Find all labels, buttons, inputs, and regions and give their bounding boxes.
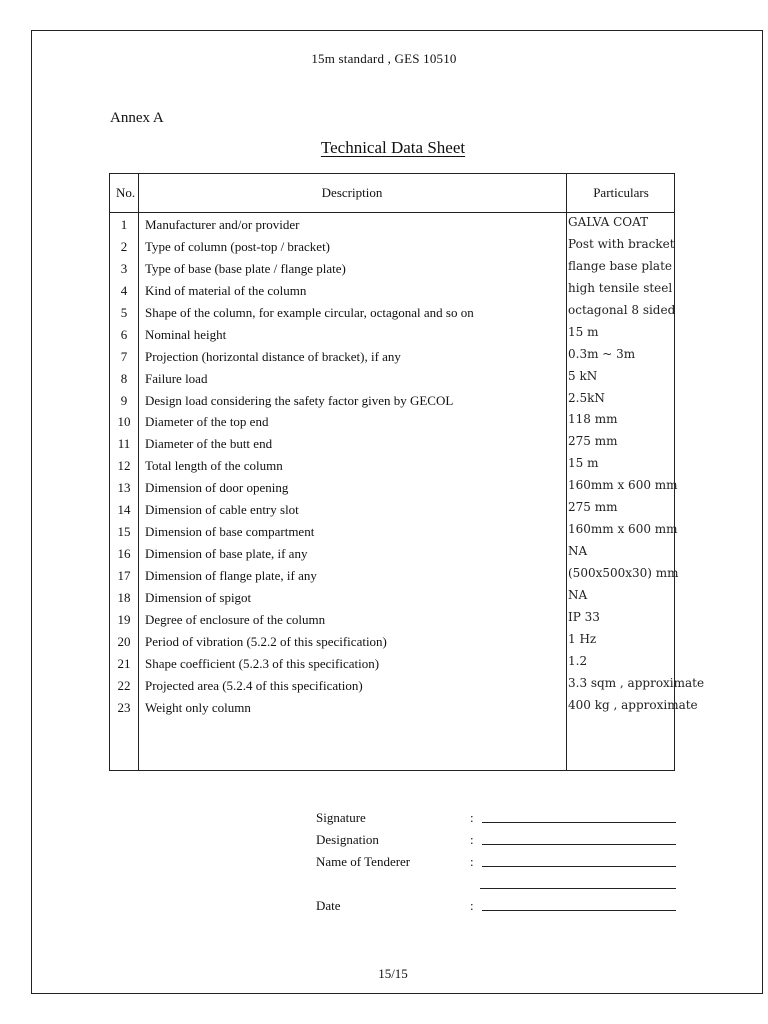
date-row bbox=[316, 898, 676, 918]
row-number: 6 bbox=[120, 326, 128, 342]
page-number: 15/15 bbox=[378, 966, 408, 981]
designation-label: Designation bbox=[316, 832, 379, 847]
row-particulars: high tensile steel bbox=[568, 280, 673, 295]
table-row bbox=[110, 434, 674, 456]
row-particulars: NA bbox=[568, 587, 588, 602]
table-row bbox=[110, 632, 674, 654]
table-row bbox=[110, 697, 698, 720]
row-number: 18 bbox=[117, 589, 131, 605]
row-number: 21 bbox=[117, 655, 131, 671]
tenderer-extra-row bbox=[316, 876, 676, 896]
designation-line[interactable] bbox=[482, 844, 676, 845]
row-description: Period of vibration (5.2.2 of this specification) bbox=[145, 633, 387, 649]
row-particulars: 160mm x 600 mm bbox=[568, 522, 678, 537]
table-row bbox=[110, 347, 674, 369]
row-number: 15 bbox=[117, 524, 131, 540]
table-row bbox=[110, 456, 674, 478]
document-header: 15m standard , GES 10510 bbox=[311, 51, 457, 66]
row-description: Kind of material of the column bbox=[145, 282, 307, 298]
row-description: Manufacturer and/or provider bbox=[145, 217, 300, 232]
designation-row bbox=[316, 832, 676, 852]
header-no: No. bbox=[116, 185, 136, 200]
row-number: 11 bbox=[117, 436, 131, 452]
row-particulars: IP 33 bbox=[568, 609, 600, 624]
row-description: Design load considering the safety factor given by GECOL bbox=[145, 392, 454, 408]
row-description: Weight only column bbox=[145, 699, 251, 715]
row-description: Diameter of the butt end bbox=[145, 436, 273, 452]
row-number: 14 bbox=[117, 502, 131, 518]
annex-label: Annex A bbox=[110, 110, 164, 126]
table-row bbox=[110, 237, 674, 259]
table-row bbox=[110, 215, 674, 237]
row-particulars: NA bbox=[568, 544, 588, 559]
row-particulars: 5 kN bbox=[568, 368, 598, 383]
row-number: 2 bbox=[120, 238, 128, 254]
row-description: Total length of the column bbox=[145, 458, 283, 474]
row-description: Type of column (post-top / bracket) bbox=[145, 238, 331, 254]
signature-line[interactable] bbox=[482, 822, 676, 823]
table-row bbox=[110, 654, 674, 676]
row-description: Nominal height bbox=[145, 326, 227, 342]
row-number: 17 bbox=[117, 568, 131, 583]
row-description: Projection (horizontal distance of bracket), if any bbox=[145, 348, 401, 364]
row-number: 8 bbox=[120, 370, 128, 386]
designation-colon: : bbox=[470, 832, 474, 847]
tenderer-row bbox=[316, 854, 676, 874]
date-label: Date bbox=[316, 898, 341, 913]
tenderer-extra-line[interactable] bbox=[480, 888, 676, 889]
row-number: 4 bbox=[120, 282, 128, 298]
row-number: 23 bbox=[117, 699, 131, 715]
tenderer-line[interactable] bbox=[482, 866, 676, 867]
row-number: 7 bbox=[120, 348, 128, 364]
table-row bbox=[110, 544, 674, 566]
row-particulars: 3.3 sqm , approximate bbox=[568, 675, 705, 690]
row-number: 16 bbox=[117, 546, 131, 562]
row-particulars: 118 mm bbox=[568, 412, 618, 427]
table-row bbox=[110, 281, 674, 303]
table-row bbox=[110, 588, 674, 610]
table-row bbox=[110, 610, 674, 632]
row-description: Dimension of base compartment bbox=[145, 524, 315, 540]
row-description: Dimension of base plate, if any bbox=[145, 546, 308, 562]
signature-row bbox=[316, 810, 676, 830]
row-particulars: 275 mm bbox=[568, 500, 618, 515]
row-description: Diameter of the top end bbox=[145, 414, 269, 430]
row-particulars: 1.2 bbox=[568, 653, 588, 668]
table-body bbox=[110, 215, 705, 720]
row-description: Shape of the column, for example circular, octagonal and so on bbox=[145, 304, 474, 320]
row-number: 13 bbox=[117, 480, 131, 496]
table-row bbox=[110, 522, 678, 544]
table-row bbox=[110, 391, 674, 413]
row-number: 10 bbox=[117, 414, 131, 430]
row-particulars: 275 mm bbox=[568, 434, 618, 449]
date-line[interactable] bbox=[482, 910, 676, 911]
table-row bbox=[110, 412, 674, 434]
row-number: 19 bbox=[117, 611, 131, 627]
signature-label: Signature bbox=[316, 810, 366, 825]
row-description: Dimension of flange plate, if any bbox=[145, 568, 317, 583]
row-number: 9 bbox=[120, 392, 128, 408]
table-row bbox=[110, 259, 674, 281]
row-number: 1 bbox=[120, 217, 128, 232]
row-number: 12 bbox=[117, 458, 131, 474]
row-description: Dimension of spigot bbox=[145, 589, 252, 605]
header-particulars: Particulars bbox=[593, 185, 649, 200]
date-colon: : bbox=[470, 898, 474, 913]
page-title: Technical Data Sheet bbox=[320, 138, 466, 157]
header-description: Description bbox=[321, 185, 383, 200]
row-description: Shape coefficient (5.2.3 of this specification) bbox=[145, 655, 380, 671]
row-particulars: octagonal 8 sided bbox=[568, 302, 676, 317]
technical-data-table bbox=[109, 173, 705, 771]
row-particulars: 1 Hz bbox=[568, 631, 597, 646]
row-description: Type of base (base plate / flange plate) bbox=[145, 260, 346, 276]
header-divider bbox=[110, 212, 674, 213]
row-description: Degree of enclosure of the column bbox=[145, 611, 326, 627]
row-particulars: (500x500x30) mm bbox=[568, 566, 679, 580]
row-number: 5 bbox=[120, 304, 128, 320]
row-particulars: 15 m bbox=[568, 324, 599, 339]
table-row bbox=[110, 500, 674, 522]
row-description: Projected area (5.2.4 of this specification) bbox=[145, 677, 363, 693]
row-particulars: Post with bracket bbox=[568, 236, 675, 251]
tenderer-colon: : bbox=[470, 854, 474, 869]
table-row bbox=[110, 478, 678, 500]
row-number: 20 bbox=[117, 633, 131, 649]
row-number: 22 bbox=[117, 677, 131, 693]
table-row bbox=[110, 566, 679, 588]
table-row bbox=[110, 303, 674, 325]
row-number: 3 bbox=[120, 260, 128, 276]
row-particulars: 2.5kN bbox=[568, 390, 605, 405]
row-particulars: flange base plate bbox=[568, 258, 672, 273]
table-row bbox=[110, 675, 705, 698]
row-particulars: 15 m bbox=[568, 456, 599, 471]
table-row bbox=[110, 325, 674, 347]
signature-colon: : bbox=[470, 810, 474, 825]
table-row bbox=[110, 369, 674, 391]
row-description: Dimension of door opening bbox=[145, 480, 289, 496]
row-particulars: 160mm x 600 mm bbox=[568, 478, 678, 493]
row-description: Failure load bbox=[145, 370, 208, 386]
tenderer-label: Name of Tenderer bbox=[316, 854, 411, 869]
row-particulars: 400 kg , approximate bbox=[568, 697, 698, 712]
row-particulars: 0.3m ~ 3m bbox=[568, 346, 636, 361]
row-description: Dimension of cable entry slot bbox=[145, 502, 299, 518]
row-particulars: GALVA COAT bbox=[568, 215, 649, 229]
